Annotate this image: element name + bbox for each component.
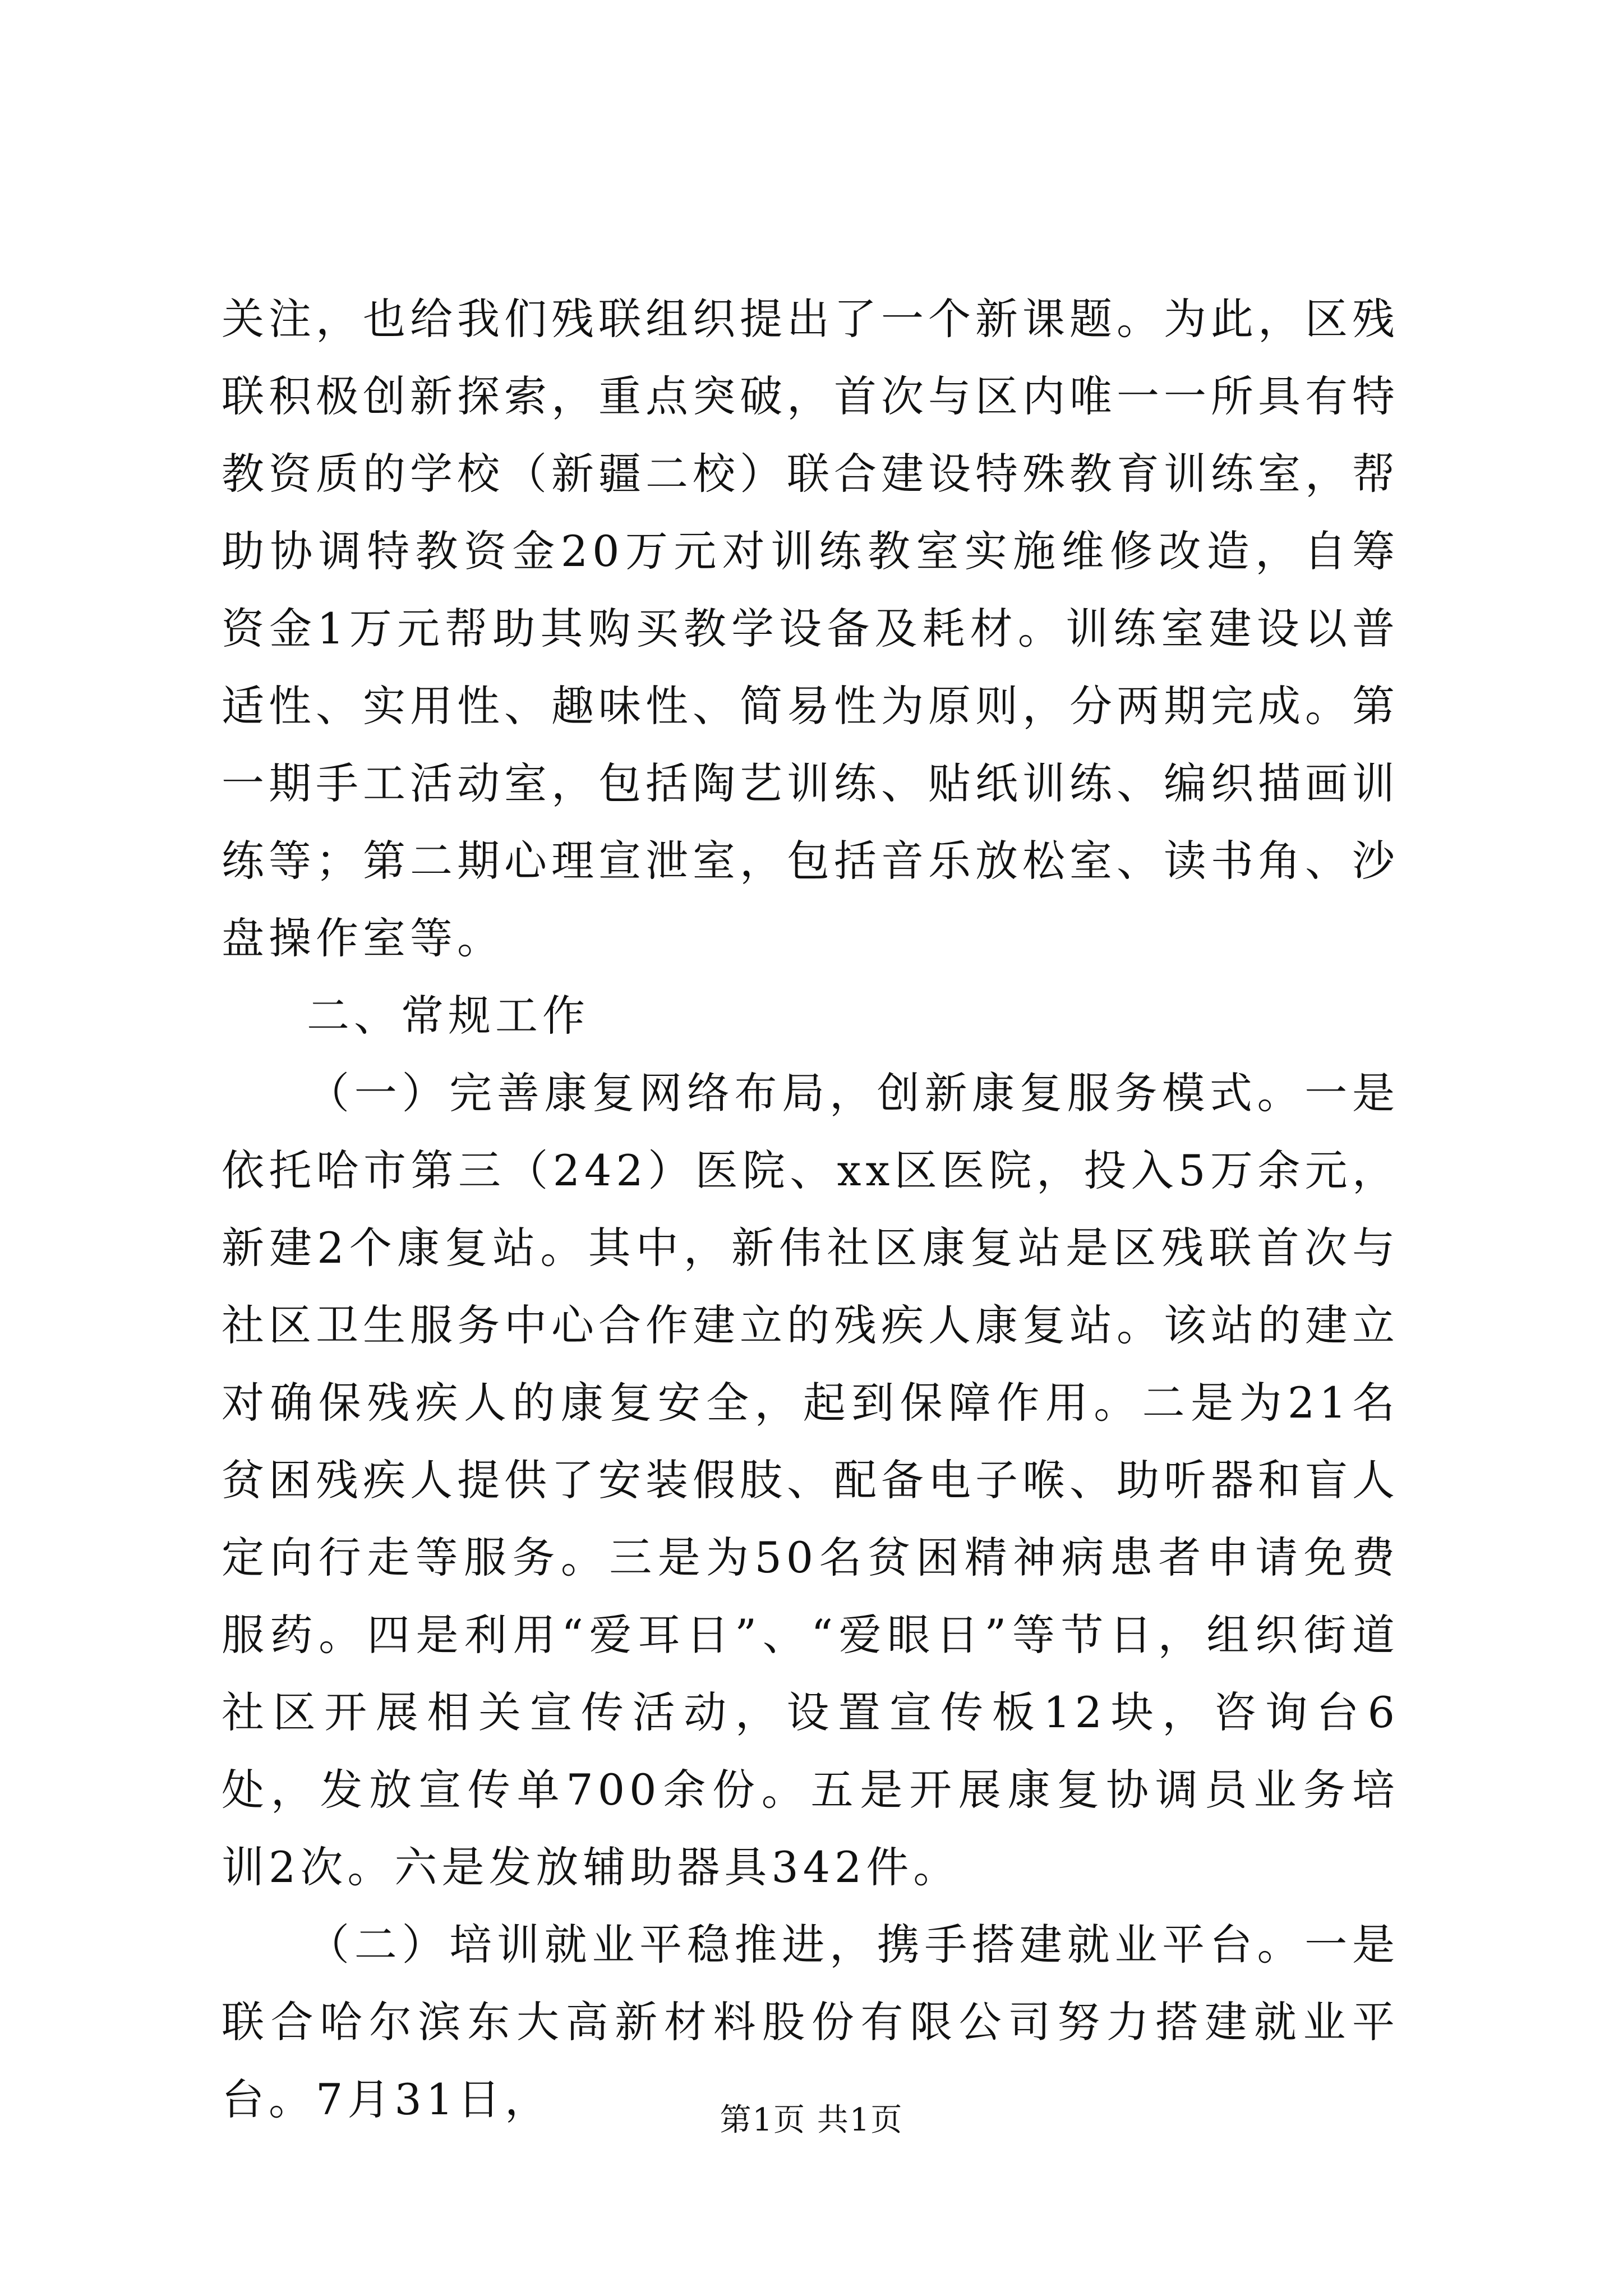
paragraph-continuation: 关注，也给我们残联组织提出了一个新课题。为此，区残联积极创新探索，重点突破，首次与区内唯一一所具有特教资质的学校（新疆二校）联合建设特殊教育训练室，帮助协调特教资金20万元对训练教室实施维修改造，自筹资金1万元帮助其购买教学设备及耗材。训练室建设以普适性、实用性、趣味性、简易性为原则，分两期完成。第一期手工活动室，包括陶艺训练、贴纸训练、编织描画训练等；第二期心理宣泄室，包括音乐放松室、读书角、沙盘操作室等。 xyxy=(222,294,1399,963)
document-body xyxy=(222,280,1399,2138)
section-heading-routine-work: 二、常规工作 xyxy=(307,991,589,1041)
paragraph-rehabilitation: （一）完善康复网络布局，创新康复服务模式。一是依托哈市第三（242）医院、xx区医院，投入5万余元，新建2个康复站。其中，新伟社区康复站是区残联首次与社区卫生服务中心合作建立的残疾人康复站。该站的建立对确保残疾人的康复安全，起到保障作用。二是为21名贫困残疾人提供了安装假肢、配备电子喉、助听器和盲人定向行走等服务。三是为50名贫困精神病患者申请免费服药。四是利用“爱耳日”、“爱眼日”等节日，组织街道社区开展相关宣传活动，设置宣传板12块，咨询台6处，发放宣传单700余份。五是开展康复协调员业务培训2次。六是发放辅助器具342件。 xyxy=(222,1068,1399,1892)
paragraph-employment-training: （二）培训就业平稳推进，携手搭建就业平台。一是联合哈尔滨东大高新材料股份有限公司努力搭建就业平台。7月31日， xyxy=(222,1920,1399,2124)
page-footer: 第1页 共1页 xyxy=(720,2102,903,2138)
